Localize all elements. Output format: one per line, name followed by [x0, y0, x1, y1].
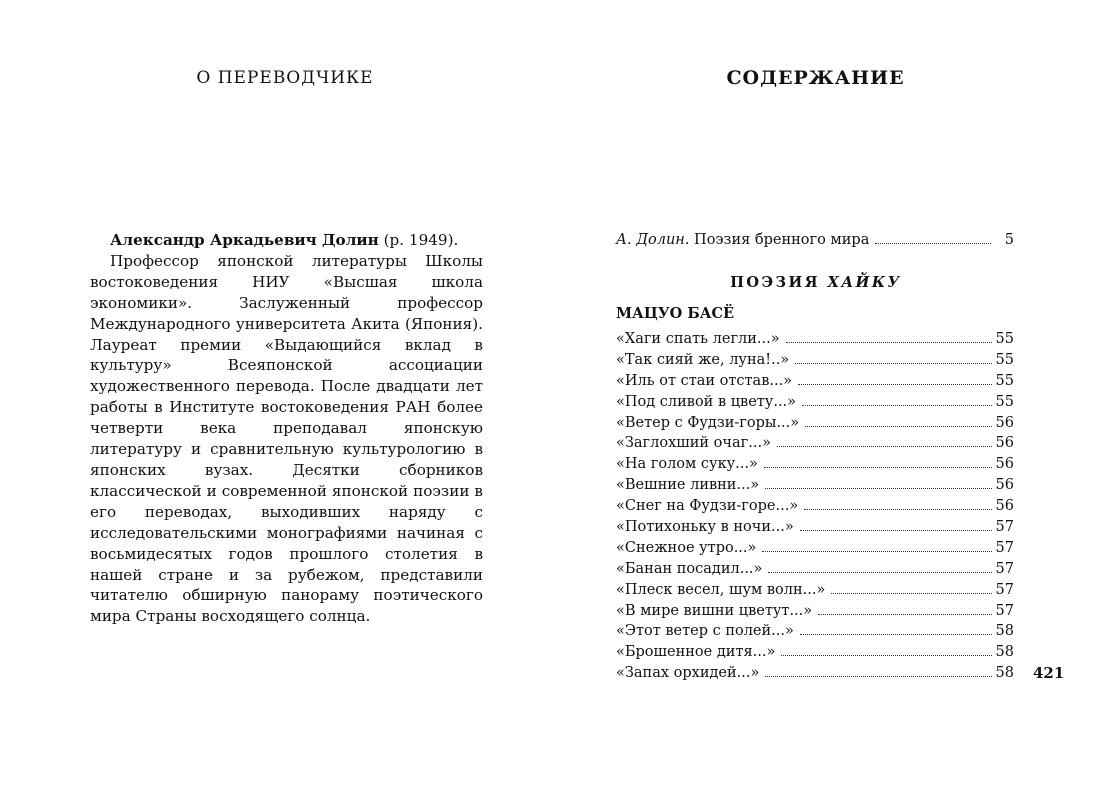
- translator-bio: [90, 230, 483, 627]
- toc-entry-title: «Хаги спать легли...»: [616, 331, 780, 347]
- toc-entry: [616, 580, 1014, 601]
- toc-entry-page: 58: [995, 644, 1014, 661]
- toc-entry: [616, 559, 1014, 580]
- toc-entry: [616, 601, 1014, 622]
- translator-birth-year: (р. 1949).: [378, 231, 459, 249]
- contents-title: СОДЕРЖАНИЕ: [726, 67, 905, 89]
- about-translator-heading: О ПЕРЕВОДЧИКЕ: [196, 68, 374, 88]
- toc-entry: [616, 392, 1014, 413]
- dot-leader: [805, 425, 991, 427]
- toc-entry-title: «Потихоньку в ночи...»: [616, 519, 794, 536]
- toc-entry-page: 55: [995, 372, 1014, 389]
- toc-entry-page: 57: [995, 581, 1014, 598]
- toc-entry-page: 57: [995, 539, 1014, 556]
- dot-leader: [781, 654, 991, 656]
- toc-entry: [616, 329, 1014, 350]
- page-number: 421: [1033, 664, 1065, 682]
- toc-entry-title: «Иль от стаи отстав...»: [616, 372, 793, 389]
- dot-leader: [875, 242, 990, 244]
- dot-leader: [800, 633, 992, 635]
- toc-entry-title: «Заглохший очаг...»: [616, 435, 771, 452]
- toc-entry-title: «Брошенное дитя...»: [616, 644, 776, 661]
- section-title-plain: ПОЭЗИЯ: [730, 274, 828, 291]
- toc-entry-page: 55: [995, 393, 1014, 410]
- toc-entry-page: 57: [995, 602, 1014, 619]
- toc-entry-page: 56: [995, 456, 1014, 473]
- toc-entry-title: «Ветер с Фудзи-горы...»: [616, 414, 800, 431]
- section-title-italic: ХАЙКУ: [827, 274, 902, 291]
- toc-entry-title: «Этот ветер с полей...»: [616, 623, 794, 640]
- toc-entry: [616, 496, 1014, 517]
- toc-entry-title: «Запах орхидей...»: [616, 665, 760, 682]
- dot-leader: [768, 571, 991, 573]
- toc-entry-page: 58: [995, 665, 1014, 682]
- toc-entry: [616, 663, 1014, 684]
- toc-entry-page: 55: [995, 351, 1014, 368]
- toc-entry-title: «На голом суку...»: [616, 456, 758, 473]
- toc-entry-title: «Снег на Фудзи-горе...»: [616, 498, 799, 515]
- toc-entry-page: 57: [995, 519, 1014, 536]
- toc-entry: [616, 454, 1014, 475]
- toc-entry: [616, 371, 1014, 392]
- bio-paragraph: [90, 230, 483, 251]
- bio-text: Профессор японской литературы Школы востоковедения НИУ «Высшая школа экономики». Заслуженный профессор Международного университета Акита (Япония). Лауреат премии «Выдающийся вклад в культуру» Всеяпонской ассоциации художественного перевода. После двадцати лет работы в Институте востоковедения РАН более четверти века преподавал японскую литературу и сравнительную культурологию в японских вузах. Десятки сборников классической и современной японской поэзии в его переводах, выходивших наряду с исследовательскими монографиями начиная с восьмидесятых годов прошлого столетия в нашей стране и за рубежом, представили читателю обширную панораму поэтического мира Страны восходящего солнца.: [90, 251, 483, 626]
- dot-leader: [795, 362, 991, 364]
- toc-entry-page: 57: [995, 560, 1014, 577]
- toc-entry-page: 58: [995, 623, 1014, 640]
- dot-leader: [818, 613, 991, 615]
- toc-entry-page: 56: [995, 498, 1014, 515]
- toc-entry-title: «Под сливой в цвету...»: [616, 393, 797, 410]
- toc-entry-page: 56: [995, 477, 1014, 494]
- dot-leader: [831, 592, 991, 594]
- dot-leader: [804, 508, 991, 510]
- toc-entry: [616, 517, 1014, 538]
- toc-intro-entry: [616, 230, 1014, 251]
- toc-entry: [616, 475, 1014, 496]
- dot-leader: [802, 404, 992, 406]
- toc-entry-title: «В мире вишни цветут...»: [616, 602, 813, 619]
- toc-entry-title: «Так сияй же, луна!..»: [616, 351, 790, 368]
- toc-entry-page: 56: [995, 435, 1014, 452]
- toc-entry-page: 55: [995, 331, 1014, 347]
- toc-intro-page: 5: [1004, 232, 1014, 248]
- dot-leader: [765, 487, 991, 489]
- section-title: [616, 274, 1016, 291]
- toc-entry-title: «Вешние ливни...»: [616, 477, 760, 494]
- toc-entry-title: «Снежное утро...»: [616, 539, 757, 556]
- toc-entry-title: «Банан посадил...»: [616, 560, 763, 577]
- right-page: [550, 0, 1100, 789]
- toc-entry-title: «Плеск весел, шум волн...»: [616, 581, 826, 598]
- toc-entry: [616, 621, 1014, 642]
- toc-entry: [616, 413, 1014, 434]
- dot-leader: [764, 466, 992, 468]
- toc-list: [616, 329, 1014, 684]
- toc-intro-label: [616, 230, 869, 251]
- dot-leader: [777, 445, 992, 447]
- dot-leader: [765, 675, 991, 677]
- toc-entry-page: 56: [995, 414, 1014, 431]
- toc-intro-author: А. Долин: [616, 232, 685, 248]
- toc-intro-title: . Поэзия бренного мира: [684, 232, 870, 248]
- toc-entry: [616, 350, 1014, 371]
- author-heading: МАЦУО БАСЁ: [616, 305, 735, 322]
- dot-leader: [786, 341, 992, 343]
- dot-leader: [798, 383, 991, 385]
- dot-leader: [762, 550, 991, 552]
- toc-entry: [616, 538, 1014, 559]
- toc-entry: [616, 433, 1014, 454]
- dot-leader: [800, 529, 992, 531]
- toc-entry: [616, 642, 1014, 663]
- translator-name: Александр Аркадьевич Долин: [110, 231, 379, 249]
